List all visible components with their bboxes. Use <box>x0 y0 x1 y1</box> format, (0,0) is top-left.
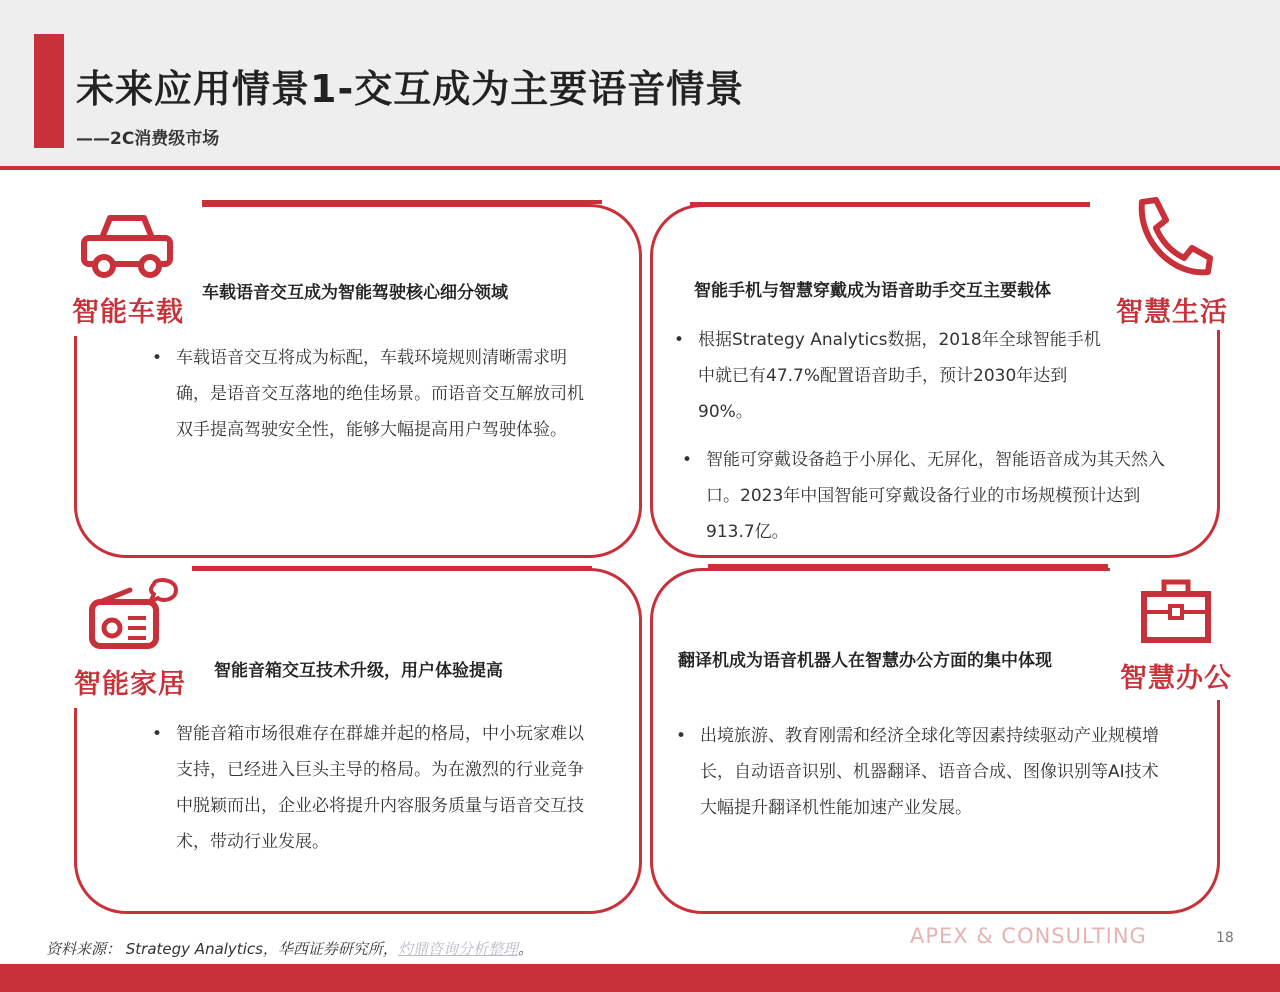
page-title: 未来应用情景1-交互成为主要语音情景 <box>76 67 745 111</box>
car-icon <box>80 212 174 278</box>
card-car-tab <box>202 200 602 204</box>
card-office-bullets <box>674 718 1174 838</box>
footer-bar <box>0 964 1280 992</box>
list-item: • 出境旅游、教育刚需和经济全球化等因素持续驱动产业规模增长，自动语音识别、机器翻译、语音合成、图像识别等AI技术大幅提升翻译机性能加速产业发展。 <box>674 718 1174 826</box>
card-office-heading: 翻译机成为语音机器人在智慧办公方面的集中体现 <box>678 651 1052 671</box>
header-accent-bar <box>34 34 64 148</box>
briefcase-icon <box>1140 578 1212 644</box>
list-item: • 根据Strategy Analytics数据，2018年全球智能手机中就已有47.7%配置语音助手，预计2030年达到90%。 <box>672 322 1202 430</box>
source-prefix: 资料来源： Strategy Analytics，华西证券研究所， <box>46 940 398 958</box>
card-home-bullets <box>150 716 590 872</box>
card-car-bullets <box>150 340 590 460</box>
card-life-heading: 智能手机与智慧穿戴成为语音助手交互主要载体 <box>694 281 1051 301</box>
card-car-heading: 车载语音交互成为智能驾驶核心细分领域 <box>202 283 508 303</box>
page-subtitle: ——2C消费级市场 <box>76 129 220 149</box>
watermark: APEX & CONSULTING <box>910 924 1147 948</box>
card-home-tab <box>192 566 592 570</box>
list-item: • 智能可穿戴设备趋于小屏化、无屏化，智能语音成为其天然入口。2023年中国智能可穿戴设备行业的市场规模预计达到913.7亿。 <box>680 442 1202 550</box>
card-home-heading: 智能音箱交互技术升级，用户体验提高 <box>214 661 503 681</box>
page-number: 18 <box>1216 930 1234 946</box>
source-link[interactable]: 灼鼎咨询分析整理 <box>397 940 518 958</box>
source-note <box>46 938 533 959</box>
card-life-bullets <box>672 322 1202 562</box>
card-life-tab <box>690 202 1090 206</box>
card-life-label: 智慧生活 <box>1116 297 1228 328</box>
radio-speaker-icon <box>88 578 180 650</box>
phone-icon <box>1128 196 1214 278</box>
card-car-label: 智能车载 <box>72 297 184 328</box>
list-item: • 智能音箱市场很难存在群雄并起的格局，中小玩家难以支持，已经进入巨头主导的格局。为在激烈的行业竞争中脱颖而出，企业必将提升内容服务质量与语音交互技术，带动行业发展。 <box>150 716 590 860</box>
source-suffix: 。 <box>517 940 533 958</box>
header-divider <box>0 166 1280 170</box>
list-item: • 车载语音交互将成为标配，车载环境规则清晰需求明确，是语音交互落地的绝佳场景。而语音交互解放司机双手提高驾驶安全性，能够大幅提高用户驾驶体验。 <box>150 340 590 448</box>
card-home-label: 智能家居 <box>74 669 186 700</box>
card-office-tab <box>708 564 1108 568</box>
card-office-label: 智慧办公 <box>1120 663 1232 694</box>
